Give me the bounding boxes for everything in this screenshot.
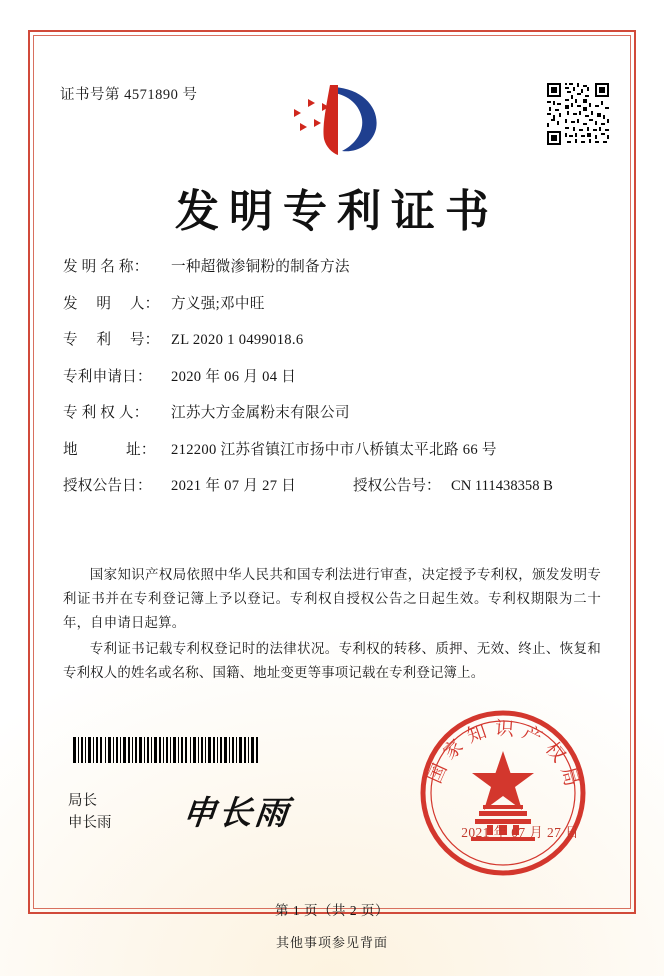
field-row — [63, 292, 603, 313]
certificate-number: 证书号第 4571890 号 — [60, 87, 198, 103]
paragraph: 国家知识产权局依照中华人民共和国专利法进行审查，决定授予专利权，颁发发明专利证书并在专利登记簿上予以登记。专利权自授权公告之日起生效。专利权期限为二十年，自申请日起算。 — [63, 567, 601, 630]
certificate-content — [33, 35, 631, 918]
field-label: 发 明 名 称： — [63, 259, 149, 275]
field-value: 2020 年 06 月 04 日 — [171, 368, 297, 385]
field-value: 212200 江苏省镇江市扬中市八桥镇太平北路 66 号 — [171, 441, 497, 458]
signature-name: 申长雨 — [68, 815, 112, 831]
field-label: 地 址： — [63, 441, 156, 458]
field-row — [63, 255, 603, 276]
legal-paragraphs — [63, 563, 601, 687]
field-row — [63, 328, 603, 349]
page-number: 第 1 页（共 2 页） — [275, 903, 389, 918]
field-value: 方义强;邓中旺 — [171, 295, 265, 312]
field-row — [63, 401, 603, 422]
field-label: 授权公告日： — [63, 478, 152, 494]
field-label: 专 利 号： — [63, 332, 160, 348]
field-value: 2021 年 07 月 27 日 — [171, 478, 297, 494]
field-label: 专利申请日： — [63, 368, 152, 385]
signature-title: 局长 — [68, 793, 97, 809]
paragraph: 专利证书记载专利权登记时的法律状况。专利权的转移、质押、无效、终止、恢复和专利权人的姓名或名称、国籍、地址变更等事项记载在专利登记簿上。 — [63, 641, 601, 680]
fields-list — [63, 255, 603, 511]
signature-labels — [68, 790, 112, 834]
seal-date: 2021 年 07 月 27 日 — [461, 825, 579, 840]
qr-code-icon — [545, 81, 611, 147]
field-label: 专 利 权 人： — [63, 405, 149, 421]
field-label: 发 明 人： — [63, 295, 160, 312]
svg-text:国家知识产权局: 国家知识产权局 — [423, 717, 585, 796]
field-row-grant — [63, 474, 603, 495]
field-value: 江苏大方金属粉末有限公司 — [171, 405, 350, 421]
handwritten-signature: 申长雨 — [180, 793, 293, 832]
field-value-secondary: CN 111438358 B — [451, 478, 553, 494]
field-value: ZL 2020 1 0499018.6 — [171, 332, 304, 348]
official-red-seal-icon — [417, 707, 589, 879]
footer-note: 其他事项参见背面 — [275, 935, 388, 950]
page-title: 发明专利证书 — [175, 186, 499, 237]
barcode-icon — [73, 737, 258, 763]
field-row — [63, 365, 603, 386]
national-ip-administration-emblem-icon — [272, 77, 392, 167]
field-value: 一种超微渗铜粉的制备方法 — [171, 259, 350, 275]
field-label-secondary: 授权公告号： — [353, 478, 441, 494]
field-row — [63, 438, 603, 459]
